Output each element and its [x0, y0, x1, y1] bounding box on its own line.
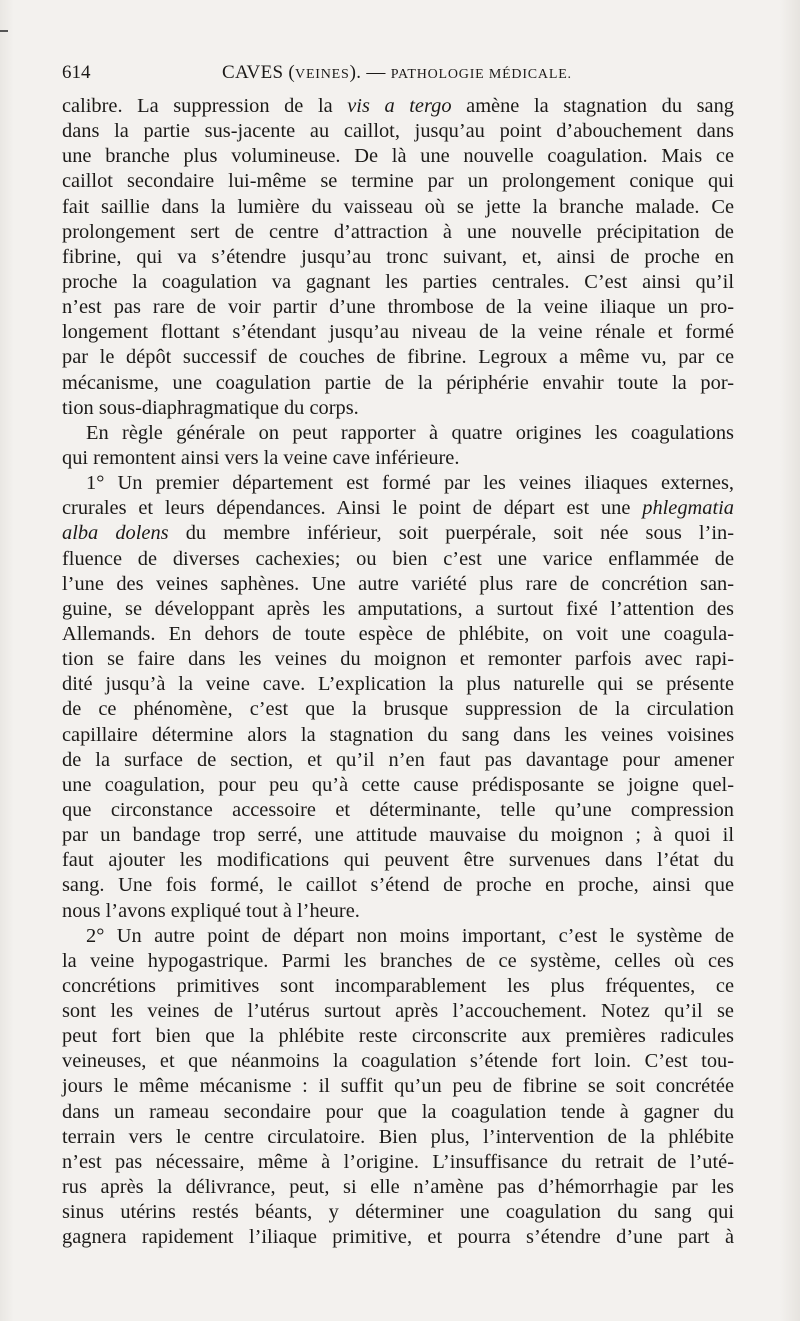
text-run: sont les veines de l’utérus surtout après l’accouchement. Notez qu’il se: [62, 1000, 734, 1023]
text-run: de ce phénomène, c’est que la brusque suppression de la circulation: [62, 698, 734, 721]
text-run: proche la coagulation va gagnant les parties centrales. C’est ainsi qu’il: [62, 270, 734, 293]
text-run: veineuses, et que néanmoins la coagulation s’étende fort loin. C’est tou-: [62, 1050, 734, 1073]
text-run: une branche plus volumineuse. De là une nouvelle coagulation. Mais ce: [62, 145, 734, 168]
margin-mark: [0, 30, 8, 32]
text-line: [62, 371, 734, 396]
text-run: du membre inférieur, soit puerpérale, soit née sous l’in-: [168, 522, 735, 545]
text-run: n’est pas nécessaire, même à l’origine. L’insuffisance du retrait de l’uté-: [62, 1150, 734, 1173]
text-run: capillaire détermine alors la stagnation du sang dans les veines voisines: [62, 723, 734, 746]
italic-term: phlegmatia: [642, 497, 734, 520]
text-line: [62, 1175, 734, 1200]
text-run: sang. Une fois formé, le caillot s’étend de proche en proche, ainsi que: [62, 874, 734, 897]
text-run: mécanisme, une coagulation partie de la périphérie envahir toute la por-: [62, 371, 734, 394]
text-line: [62, 748, 734, 773]
text-line: [62, 320, 734, 345]
text-line: [62, 823, 734, 848]
text-run: faut ajouter les modifications qui peuvent être survenues dans l’état du: [62, 849, 734, 872]
text-run: 2° Un autre point de départ non moins important, c’est le système de: [86, 924, 734, 947]
running-title: [222, 60, 572, 88]
title-section: PATHOLOGIE MÉDICALE.: [390, 67, 572, 82]
text-run: que circonstance accessoire et déterminante, telle qu’une compression: [62, 798, 734, 821]
text-run: fluence de diverses cachexies; ou bien c’est une varice enflammée de: [62, 547, 734, 570]
text-line: [62, 1150, 734, 1175]
text-run: dité jusqu’à la veine cave. L’explication la plus naturelle qui se présente: [62, 673, 734, 696]
text-line: [62, 295, 734, 320]
text-line: [62, 94, 734, 119]
text-run: concrétions primitives sont incomparablement les plus fréquentes, ce: [62, 974, 734, 997]
text-run: fibrine, qui va s’étendre jusqu’au tronc suivant, et, ainsi de proche en: [62, 245, 734, 268]
title-close: ).: [349, 62, 362, 83]
text-run: gagnera rapidement l’iliaque primitive, et pourra s’étendre d’une part à: [62, 1226, 734, 1249]
text-line: [62, 723, 734, 748]
text-line: [62, 597, 734, 622]
text-line: [62, 572, 734, 597]
text-line: [62, 521, 734, 546]
text-line: [62, 697, 734, 722]
text-line: [62, 245, 734, 270]
text-run: par le dépôt successif de couches de fibrine. Legroux a même vu, par ce: [62, 346, 734, 369]
text-line: [62, 169, 734, 194]
text-line: [62, 949, 734, 974]
text-run: sinus utérins restés béants, y déterminer une coagulation du sang qui: [62, 1201, 734, 1224]
body-text: [62, 94, 734, 1250]
text-line: [62, 1074, 734, 1099]
text-run: jours le même mécanisme : il suffit qu’un peu de fibrine se soit concrétée: [62, 1075, 734, 1098]
text-run: fait saillie dans la lumière du vaisseau où se jette la branche malade. Ce: [62, 195, 734, 218]
text-line: [62, 1225, 734, 1250]
text-line: [62, 496, 734, 521]
text-run: peut fort bien que la phlébite reste circonscrite aux premières radicules: [62, 1025, 734, 1048]
text-run: tion sous-diaphragmatique du corps.: [62, 396, 359, 419]
text-line: [62, 924, 734, 949]
text-run: dans un rameau secondaire pour que la coagulation tende à gagner du: [62, 1100, 734, 1123]
text-line: [62, 974, 734, 999]
text-run: qui remontent ainsi vers la veine cave inférieure.: [62, 446, 460, 469]
text-run: dans la partie sus-jacente au caillot, jusqu’au point d’abouchement dans: [62, 120, 734, 143]
text-run: crurales et leurs dépendances. Ainsi le point de départ est une: [62, 497, 643, 520]
text-run: une coagulation, pour peu qu’à cette cause prédisposante se joigne quel-: [62, 773, 734, 796]
text-line: [62, 848, 734, 873]
text-line: [62, 999, 734, 1024]
text-run: longement flottant s’étendant jusqu’au niveau de la veine rénale et formé: [62, 321, 734, 344]
text-line: [62, 1100, 734, 1125]
title-main: CAVES (: [222, 62, 296, 83]
text-run: prolongement sert de centre d’attraction à une nouvelle précipitation de: [62, 220, 734, 243]
italic-term: alba dolens: [62, 522, 169, 545]
text-run: par un bandage trop serré, une attitude mauvaise du moignon ; à quoi il: [62, 824, 734, 847]
text-run: tion se faire dans les veines du moignon et remonter parfois avec rapi-: [62, 648, 734, 671]
text-line: [62, 798, 734, 823]
running-header: [62, 60, 738, 86]
text-line: [62, 547, 734, 572]
text-line: [62, 471, 734, 496]
text-run: calibre. La suppression de la: [62, 95, 348, 117]
text-line: [62, 396, 734, 421]
text-line: [62, 446, 734, 471]
text-line: [62, 647, 734, 672]
text-run: rus après la délivrance, peut, si elle n’amène pas d’hémorrhagie par les: [62, 1176, 734, 1199]
text-run: guine, se développant après les amputations, a surtout fixé l’attention des: [62, 597, 734, 620]
text-line: [62, 119, 734, 144]
text-run: nous l’avons expliqué tout à l’heure.: [62, 899, 360, 922]
text-line: [62, 1125, 734, 1150]
text-run: la veine hypogastrique. Parmi les branches de ce système, celles où ces: [62, 949, 734, 972]
title-veines: VEINES: [295, 67, 350, 82]
text-run: amène la stagnation du sang: [451, 95, 734, 117]
text-line: [62, 899, 734, 924]
text-line: [62, 345, 734, 370]
text-run: de la surface de section, et qu’il n’en faut pas davantage pour amener: [62, 748, 734, 771]
text-line: [62, 1024, 734, 1049]
text-line: [62, 873, 734, 898]
text-line: [62, 672, 734, 697]
text-line: [62, 421, 734, 446]
text-line: [62, 1200, 734, 1225]
text-run: En règle générale on peut rapporter à quatre origines les coagulations: [86, 421, 734, 444]
text-line: [62, 220, 734, 245]
text-run: Allemands. En dehors de toute espèce de phlébite, on voit une coagula-: [62, 622, 734, 645]
text-run: terrain vers le centre circulatoire. Bien plus, l’intervention de la phlébite: [62, 1125, 734, 1148]
text-line: [62, 773, 734, 798]
text-run: l’une des veines saphènes. Une autre variété plus rare de concrétion san-: [62, 572, 734, 595]
text-run: n’est pas rare de voir partir d’une thrombose de la veine iliaque un pro-: [62, 296, 734, 319]
text-line: [62, 1049, 734, 1074]
text-line: [62, 195, 734, 220]
text-run: caillot secondaire lui-même se termine par un prolongement conique qui: [62, 170, 734, 193]
italic-term: vis a tergo: [347, 95, 452, 117]
text-line: [62, 270, 734, 295]
title-dash: —: [361, 62, 391, 83]
text-line: [62, 144, 734, 169]
page-number: 614: [62, 62, 91, 83]
text-line: [62, 622, 734, 647]
text-run: 1° Un premier département est formé par les veines iliaques externes,: [86, 472, 734, 495]
